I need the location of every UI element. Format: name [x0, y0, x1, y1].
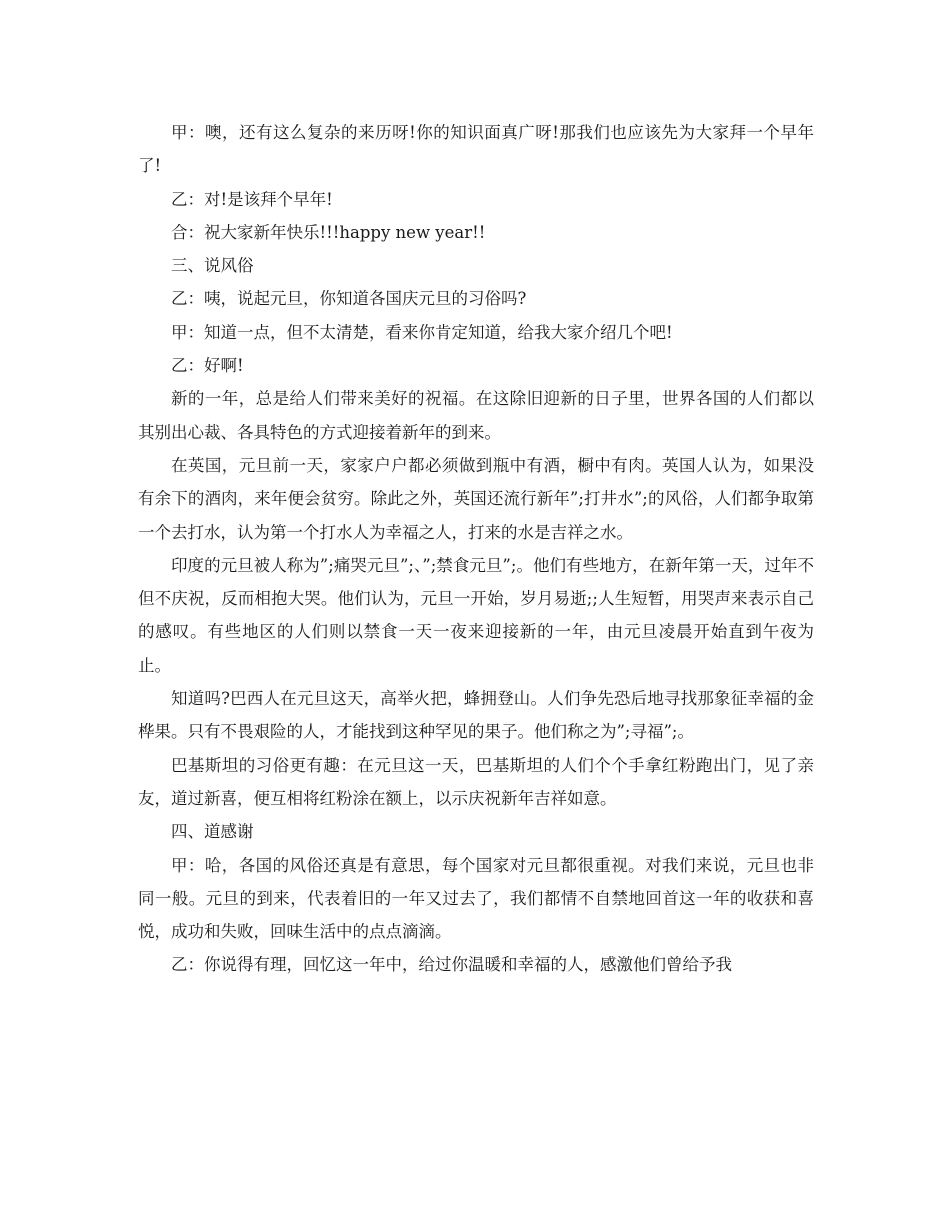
paragraph-yi-gratitude: 乙：你说得有理，回忆这一年中，给过你温暖和幸福的人，感激他们曾给予我: [171, 955, 732, 975]
section-heading-thanks: 四、道感谢: [171, 822, 254, 842]
paragraph-brazil: 知道吗?巴西人在元旦这天，高举火把，蜂拥登山。人们争先恐后地寻找那象征幸福的金桦果。只有不畏艰险的人，才能找到这种罕见的果子。他们称之为”;寻福”;。: [138, 689, 814, 742]
paragraph-together-wish: 合：祝大家新年快乐!!!happy new year!!: [171, 222, 486, 242]
paragraph-pakistan: 巴基斯坦的习俗更有趣：在元旦这一天，巴基斯坦的人们个个手拿红粉跑出门，见了亲友，道过新喜，便互相将红粉涂在额上，以示庆祝新年吉祥如意。: [138, 755, 814, 808]
paragraph-yi-ok: 乙：好啊!: [171, 356, 244, 376]
document-body: [138, 116, 814, 982]
paragraph-jia-answer: 甲：知道一点，但不太清楚，看来你肯定知道，给我大家介绍几个吧!: [171, 322, 673, 342]
paragraph-jia-reflection: 甲：哈，各国的风俗还真是有意思，每个国家对元旦都很重视。对我们来说，元旦也非同一般。元旦的到来，代表着旧的一年又过去了，我们都情不自禁地回首这一年的收获和喜悦，成功和失败，回味生活中的点点滴滴。: [138, 855, 814, 942]
paragraph-yi-question: 乙：咦，说起元旦，你知道各国庆元旦的习俗吗?: [171, 289, 527, 309]
section-heading-customs: 三、说风俗: [171, 256, 254, 276]
paragraph-new-year-intro: 新的一年，总是给人们带来美好的祝福。在这除旧迎新的日子里，世界各国的人们都以其别出心裁、各具特色的方式迎接着新年的到来。: [138, 389, 814, 442]
paragraph-jia-history: 甲：噢，还有这么复杂的来历呀!你的知识面真广呀!那我们也应该先为大家拜一个早年了!: [138, 123, 814, 176]
paragraph-england: 在英国，元旦前一天，家家户户都必须做到瓶中有酒，橱中有肉。英国人认为，如果没有余下的酒肉，来年便会贫穷。除此之外，英国还流行新年”;打井水”;的风俗，人们都争取第一个去打水，认为第一个打水人为幸福之人，打来的水是吉祥之水。: [138, 455, 814, 542]
paragraph-india: 印度的元旦被人称为”;痛哭元旦”;、”;禁食元旦”;。他们有些地方，在新年第一天，过年不但不庆祝，反而相抱大哭。他们认为，元旦一开始，岁月易逝;;人生短暂，用哭声来表示自己的感叹。有些地区的人们则以禁食一天一夜来迎接新的一年，由元旦凌晨开始直到午夜为止。: [138, 555, 814, 675]
paragraph-yi-greeting: 乙：对!是该拜个早年!: [171, 189, 333, 209]
